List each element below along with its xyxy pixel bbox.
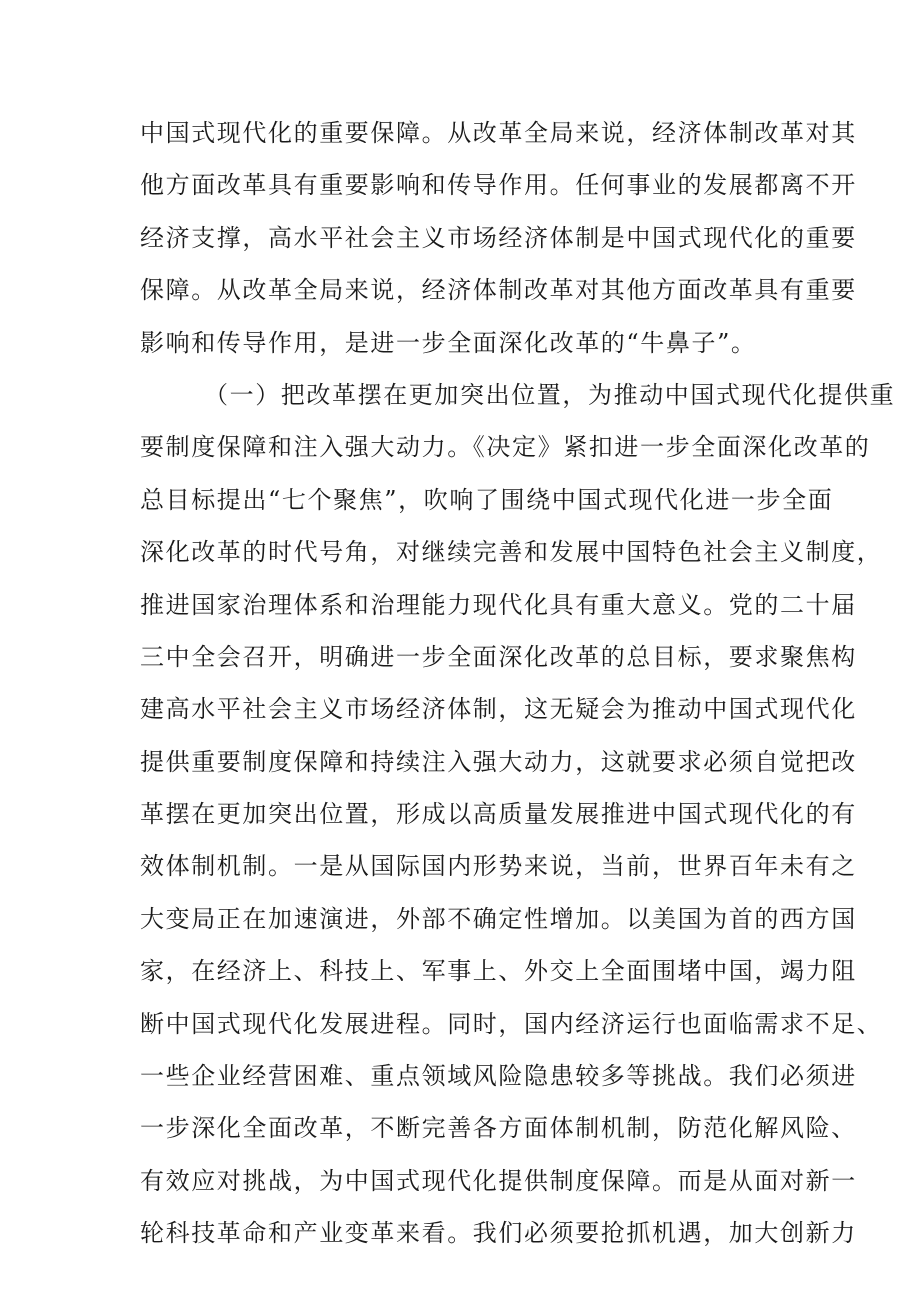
text-line: 家，在经济上、科技上、军事上、外交上全面围堵中国，竭力阻 — [140, 957, 857, 986]
text-line: 经济支撑，高水平社会主义市场经济体制是中国式现代化的重要 — [140, 223, 857, 252]
text-line: 革摆在更加突出位置，形成以高质量发展推进中国式现代化的有 — [140, 800, 857, 829]
section-heading-line: （一）把改革摆在更加突出位置，为推动中国式现代化提供重 — [204, 380, 896, 409]
text-line: 推进国家治理体系和治理能力现代化具有重大意义。党的二十届 — [140, 590, 857, 619]
text-line: 断中国式现代化发展进程。同时，国内经济运行也面临需求不足、 — [140, 1009, 883, 1038]
text-line: 有效应对挑战，为中国式现代化提供制度保障。而是从面对新一 — [140, 1166, 857, 1195]
text-line: 保障。从改革全局来说，经济体制改革对其他方面改革具有重要 — [140, 276, 857, 305]
text-line: 轮科技革命和产业变革来看。我们必须要抢抓机遇，加大创新力 — [140, 1219, 857, 1248]
text-line: 三中全会召开，明确进一步全面深化改革的总目标，要求聚焦构 — [140, 642, 857, 671]
text-line: 影响和传导作用，是进一步全面深化改革的“牛鼻子”。 — [140, 328, 757, 357]
text-line: 一步深化全面改革，不断完善各方面体制机制，防范化解风险、 — [140, 1114, 857, 1143]
text-line: 中国式现代化的重要保障。从改革全局来说，经济体制改革对其 — [140, 119, 857, 147]
text-line: 提供重要制度保障和持续注入强大动力，这就要求必须自觉把改 — [140, 747, 857, 776]
text-line: 他方面改革具有重要影响和传导作用。任何事业的发展都离不开 — [140, 171, 857, 200]
text-line: 效体制机制。一是从国际国内形势来说，当前，世界百年未有之 — [140, 852, 857, 881]
body-text — [140, 107, 896, 1260]
text-line: 要制度保障和注入强大动力。《决定》紧扣进一步全面深化改革的 — [140, 433, 871, 462]
text-line: 深化改革的时代号角，对继续完善和发展中国特色社会主义制度， — [140, 538, 883, 567]
text-line: 建高水平社会主义市场经济体制，这无疑会为推动中国式现代化 — [140, 695, 857, 724]
text-line: 总目标提出“七个聚焦”，吹响了围绕中国式现代化进一步全面 — [140, 485, 834, 514]
text-line: 大变局正在加速演进，外部不确定性增加。以美国为首的西方国 — [140, 904, 857, 933]
text-line: 一些企业经营困难、重点领域风险隐患较多等挑战。我们必须进 — [140, 1062, 857, 1091]
